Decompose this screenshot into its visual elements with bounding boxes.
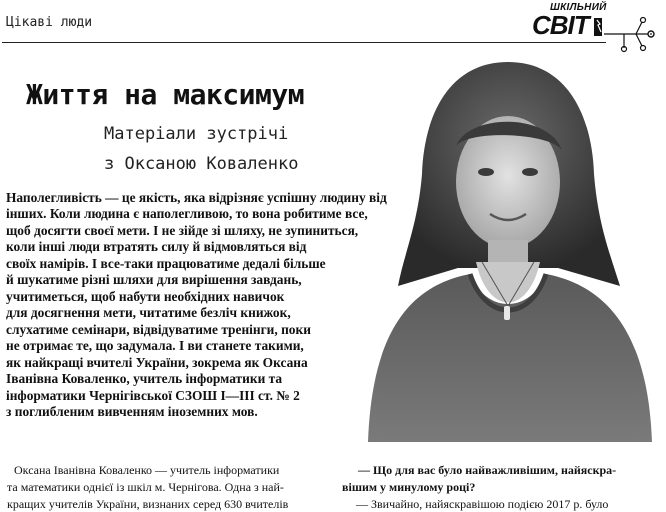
lead-line: Іванівна Коваленко, учитель інформатики та xyxy=(6,371,283,386)
header-rule xyxy=(2,42,606,43)
body-line: Оксана Іванівна Коваленко — учитель інформатики xyxy=(14,463,280,477)
interview-question-line: — Що для вас було найважливішим, найяскра- xyxy=(358,463,617,477)
lead-line: не отримає те, що задумала. І ви станете такими, xyxy=(6,338,304,353)
section-label: Цікаві люди xyxy=(6,15,93,30)
lead-line: інших. Коли людина є наполегливою, то вона робитиме все, xyxy=(6,206,368,221)
lead-line: Наполегливість — це якість, яка відрізняє успішну людину від xyxy=(6,190,387,205)
article-subtitle-line2: з Оксаною Коваленко xyxy=(104,154,299,174)
lead-line: для досягнення мети, читатиме безліч книжок, xyxy=(6,305,291,320)
lead-line: учитиметься, щоб набути необхідних навичок xyxy=(6,289,285,304)
lead-line: як найкращі вчителі України, зокрема як Оксана xyxy=(6,355,308,370)
lead-line: своїх намірів. І все-таки працюватиме дедалі більше xyxy=(6,256,326,271)
lead-line: й шукатиме різні шляхи для вирішення завдань, xyxy=(6,272,302,287)
lead-line: слухатиме семінари, відвідуватиме тренінги, поки xyxy=(6,322,311,337)
logo-small-text: ШКІЛЬНИЙ xyxy=(550,2,607,13)
lead-line: коли інші люди втратять силу й відмовляться від xyxy=(6,239,307,254)
body-line: кращих учителів України, визнаних серед 630 вчителів xyxy=(7,497,289,511)
article-title: Життя на максимум xyxy=(26,78,305,111)
logo-big-text: СВІТ xyxy=(532,10,589,40)
interview-question-line: вішим у минулому році? xyxy=(342,480,476,494)
lead-line: щоб досягти своєї мети. І не зійде зі шляху, не зупиниться, xyxy=(6,223,359,238)
interview-answer-line: — Звичайно, найяскравішою подією 2017 р. було xyxy=(356,497,609,511)
body-line: та математики однієї із шкіл м. Чернігова. Одна з най- xyxy=(7,480,284,494)
article-subtitle-line1: Матеріали зустрічі xyxy=(104,124,289,144)
lead-line: з поглибленим вивченням іноземних мов. xyxy=(6,404,258,419)
magazine-logo xyxy=(530,2,662,54)
lead-line: інформатики Чернігівської СЗОШ І—ІІІ ст. № 2 xyxy=(6,388,300,403)
portrait-photo xyxy=(358,54,658,442)
circuit-icon xyxy=(594,8,658,54)
